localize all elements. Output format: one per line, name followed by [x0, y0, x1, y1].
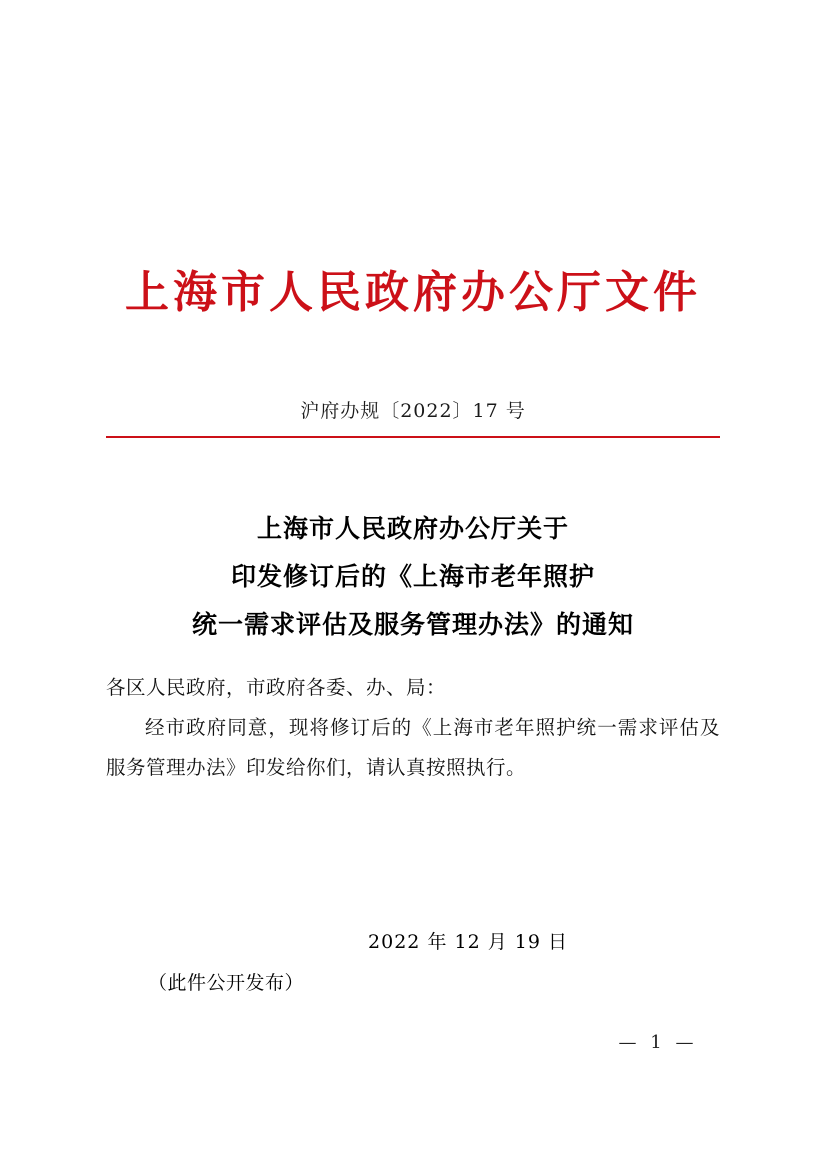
page-number-footer: — 1 — — [618, 1032, 698, 1053]
document-date: 2022 年 12 月 19 日 — [368, 931, 568, 953]
document-number: 沪府办规〔2022〕17 号 — [300, 400, 526, 422]
document-masthead-title: 上海市人民政府办公厅文件 — [125, 267, 701, 318]
salutation-line: 各区人民政府，市政府各委、办、局： — [106, 676, 447, 699]
document-body — [106, 668, 720, 788]
document-title-line-1: 上海市人民政府办公厅关于 — [256, 514, 569, 543]
publish-note: （此件公开发布） — [148, 972, 305, 994]
red-divider-rule — [106, 436, 720, 438]
body-paragraph-1: 经市政府同意，现将修订后的《上海市老年照护统一需求评估及服务管理办法》印发给你们，请认真按照执行。 — [106, 716, 720, 779]
document-title-line-2: 印发修订后的《上海市老年照护 — [230, 562, 595, 591]
document-title-line-3: 统一需求评估及服务管理办法》的通知 — [191, 610, 634, 639]
document-title-block — [0, 505, 826, 649]
